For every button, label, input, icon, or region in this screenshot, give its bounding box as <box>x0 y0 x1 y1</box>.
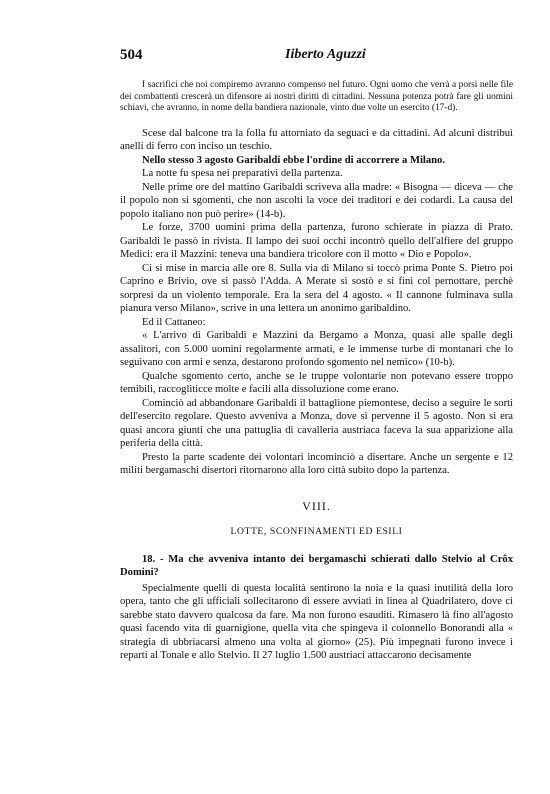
section-heading: 18. - Ma che avveniva intanto dei bergamaschi schierati dallo Stelvio al Crôx Domini? <box>120 553 513 579</box>
paragraph: Presto la parte scadente dei volontari incominciò a disertare. Anche un sergente e 12 militi bergamaschi disertori ritornarono alla loro città subito dopo la partenza. <box>120 451 513 477</box>
chapter-number: VIII. <box>302 498 331 513</box>
paragraph: « L'arrivo di Garibaldi e Mazzini da Bergamo a Monza, quasi alle spalle degli assalitori, con 5.000 uomini regolarmente armati, e le immense turbe di montanari che lo seguivano con armi e senza, destarono profondo sgomento nel nemico» (10-b). <box>120 330 513 369</box>
paragraph: Cominciò ad abbandonare Garibaldi il battaglione piemontese, deciso a seguire le sorti dell'esercito regolare. Questo avveniva a Monza, dove si pervenne il 5 agosto. Non si era quasi ancora giunti che una pattuglia di cavalleria austriaca faceva la sua apparizione alla periferia della città. <box>120 397 513 450</box>
page-number: 504 <box>120 47 143 63</box>
paragraph: Ed il Cattaneo: <box>142 316 206 328</box>
paragraph: Specialmente quelli di questa località sentirono la noia e la quasi inutilità della loro opera, tanto che gli ufficiali sollecitarono di essere avviati in linea al Quadrilatero, dove ci sarebbe stato davvero qualcosa da fare. Ma non furono esauditi. Rimasero là fino all'agosto quasi facendo vita di guarnigione, quella vita che spingeva il colonnello Bonorandi alla « strategia di ubbriacarsi almeno una volta al giorno» (25). Più impegnati furono invece i reparti al Tonale e allo Stelvio. Il 27 luglio 1.500 austriaci attaccarono decisamente <box>120 582 513 662</box>
running-header-author: Iiberto Aguzzi <box>285 47 366 62</box>
page-body <box>120 80 513 663</box>
paragraph: Ci si mise in marcia alle ore 8. Sulla via di Milano si toccò prima Ponte S. Pietro poi Caprino e Brivio, ove si passò l'Adda. A Merate si sostò e si finì col pernottare, perchè sorpresi da un violento temporale. Era la sera del 4 agosto. « Il cannone fulminava sulla pianura verso Milano», scrive in una lettera un anonimo garibaldino. <box>120 262 513 315</box>
chapter-title: LOTTE, SCONFINAMENTI ED ESILI <box>230 526 403 538</box>
paragraph: Le forze, 3700 uomini prima della partenza, furono schierate in piazza di Prato. Garibaldi le passò in rivista. Il lampo dei suoi occhi incontrò quello dell'alfiere del gruppo Medici: era il Mazzini: teneva una bandiera tricolore con il motto « Dio e Popolo». <box>120 222 513 261</box>
quoted-footnote: I sacrifici che noi compiremo avranno compenso nel futuro. Ogni uomo che verrà a porsi nelle file dei combattenti crescerà un difensore ai nostri diritti di cittadini. Nessuna potenza potrà fare gli uomini schiavi, che avranno, in nome della bandiera nazionale, vinto due volte un esercito (17-d). <box>120 80 513 114</box>
paragraph: Nello stesso 3 agosto Garibaldi ebbe l'ordine di accorrere a Milano. <box>142 154 445 166</box>
paragraph: Nelle prime ore del mattino Garibaldi scriveva alla madre: « Bisogna — diceva — che il popolo non si sgomenti, che non ascolti la voce dei traditori e dei codardi. La causa del popolo italiano non può perire» (14-b). <box>120 181 513 220</box>
paragraph: Qualche sgomento certo, anche se le truppe volontarie non potevano essere troppo temibili, raccogliticce molte e facili alla dissoluzione come erano. <box>120 370 513 396</box>
paragraph: La notte fu spesa nei preparativi della partenza. <box>142 168 343 180</box>
paragraph: Scese dal balcone tra la folla fu attorniato da seguaci e da cittadini. Ad alcuni distribuì anelli di ferro con inciso un teschio. <box>120 127 513 153</box>
